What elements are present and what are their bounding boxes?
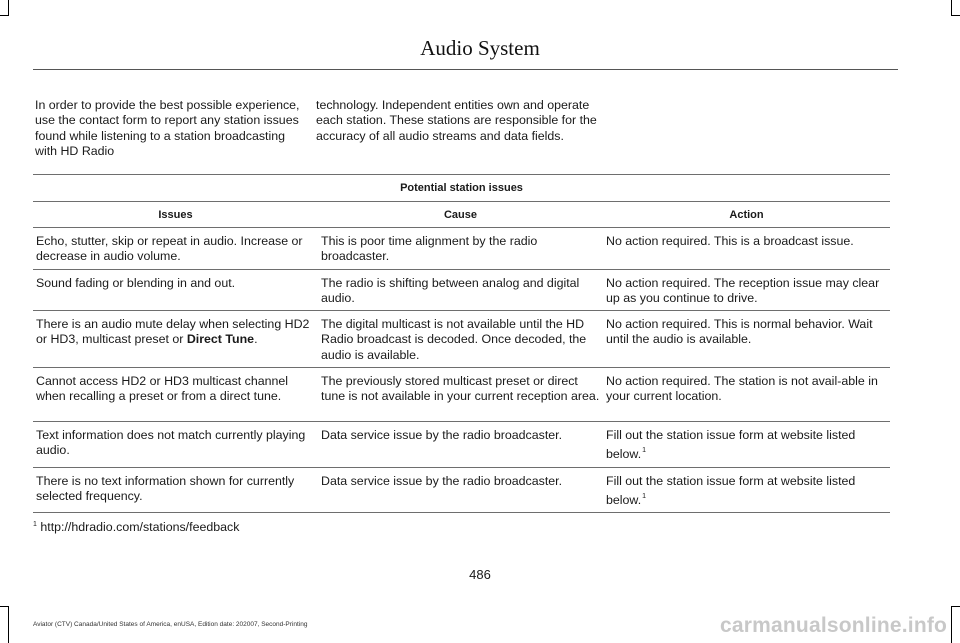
cause-cell: The digital multicast is not available until the HD Radio broadcast is decoded. Once decoded, the audio is available. bbox=[318, 311, 603, 368]
cause-cell: The radio is shifting between analog and digital audio. bbox=[318, 269, 603, 311]
crop-mark-bottom-left-v bbox=[8, 606, 9, 643]
action-cell: No action required. The station is not avail-able in your current location. bbox=[603, 368, 890, 422]
action-cell: No action required. This is normal behavior. Wait until the audio is available. bbox=[603, 311, 890, 368]
footnote-ref: 1 bbox=[642, 447, 647, 455]
intro-paragraph-col1: In order to provide the best possible experience, use the contact form to report any station issues found while listening to a station broadcasting with HD Radio bbox=[35, 98, 300, 158]
table-row bbox=[33, 228, 890, 270]
table-row bbox=[33, 368, 890, 422]
action-cell bbox=[603, 467, 890, 513]
column-header-issues: Issues bbox=[33, 202, 318, 228]
cause-cell: Data service issue by the radio broadcaster. bbox=[318, 422, 603, 468]
crop-mark-top-left-h bbox=[0, 15, 9, 16]
header-divider bbox=[33, 69, 898, 70]
page-title: Audio System bbox=[420, 36, 540, 60]
issue-cell: Text information does not match currently playing audio. bbox=[33, 422, 318, 468]
table-row bbox=[33, 311, 890, 368]
action-cell: No action required. The reception issue may clear up as you continue to drive. bbox=[603, 269, 890, 311]
action-text: Fill out the station issue form at website listed below. bbox=[606, 428, 856, 462]
table-title: Potential station issues bbox=[33, 175, 890, 202]
issue-cell: Cannot access HD2 or HD3 multicast channel when recalling a preset or from a direct tune. bbox=[33, 368, 318, 422]
direct-tune-term: Direct Tune bbox=[186, 332, 255, 347]
watermark-logo: carmanualsonline.info bbox=[720, 614, 948, 637]
crop-mark-bottom-left-h bbox=[0, 606, 9, 607]
footnote-marker: 1 bbox=[33, 521, 37, 528]
column-header-action: Action bbox=[603, 202, 890, 228]
station-issues-table bbox=[33, 174, 890, 513]
crop-mark-bottom-right-h bbox=[951, 606, 960, 607]
issue-cell: Sound fading or blending in and out. bbox=[33, 269, 318, 311]
table-row bbox=[33, 422, 890, 468]
crop-mark-top-right-v bbox=[951, 0, 952, 16]
footnote bbox=[33, 520, 239, 534]
crop-mark-bottom-right-v bbox=[951, 606, 952, 643]
cause-cell: Data service issue by the radio broadcaster. bbox=[318, 467, 603, 513]
intro-paragraph-col2: technology. Independent entities own and operate each station. These stations are responsible for the accuracy of all audio streams and data fields. bbox=[316, 98, 597, 143]
column-header-cause: Cause bbox=[318, 202, 603, 228]
issue-cell bbox=[33, 311, 318, 368]
action-cell bbox=[603, 422, 890, 468]
cause-cell: This is poor time alignment by the radio broadcaster. bbox=[318, 228, 603, 270]
issue-text-end: . bbox=[254, 332, 258, 347]
issue-cell: Echo, stutter, skip or repeat in audio. Increase or decrease in audio volume. bbox=[33, 228, 318, 270]
footnote-ref: 1 bbox=[642, 492, 647, 500]
footnote-url: http://hdradio.com/stations/feedback bbox=[40, 520, 240, 534]
table-row bbox=[33, 467, 890, 513]
issue-text: There is an audio mute delay when selecting HD2 or HD3, multicast preset or bbox=[36, 317, 310, 347]
crop-mark-top-right-h bbox=[951, 15, 960, 16]
edition-info: Aviator (CTV) Canada/United States of America, enUSA, Edition date: 202007, Second-Printing bbox=[33, 621, 308, 628]
cause-cell: The previously stored multicast preset or direct tune is not available in your current reception area. bbox=[318, 368, 603, 422]
page-number: 486 bbox=[469, 567, 491, 582]
table-row bbox=[33, 269, 890, 311]
action-text: Fill out the station issue form at website listed below. bbox=[606, 473, 856, 507]
issue-cell: There is no text information shown for currently selected frequency. bbox=[33, 467, 318, 513]
crop-mark-top-left-v bbox=[8, 0, 9, 16]
action-cell: No action required. This is a broadcast issue. bbox=[603, 228, 890, 270]
